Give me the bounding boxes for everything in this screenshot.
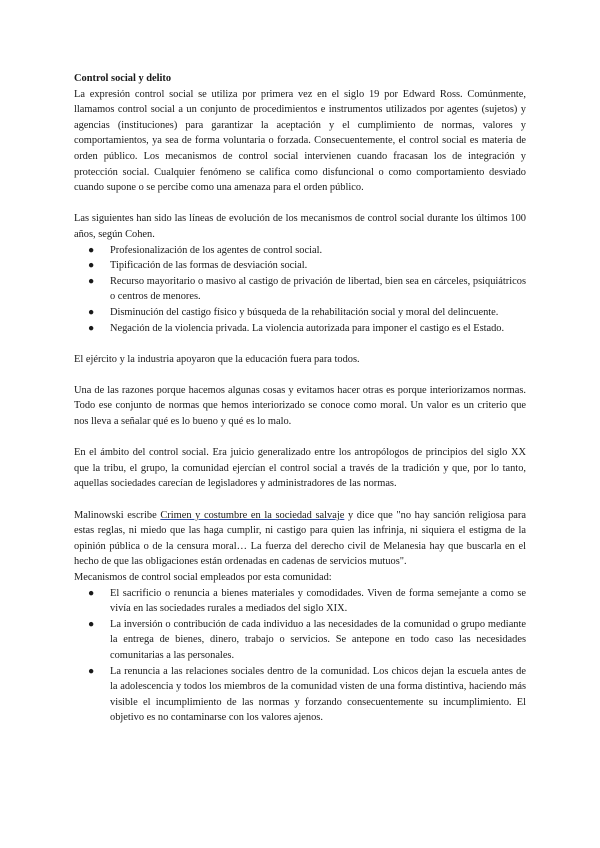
list-item: ● Negación de la violencia privada. La violencia autorizada para imponer el castigo es el Estado. — [74, 321, 526, 337]
book-title-link[interactable]: Crimen y costumbre en la sociedad salvaje — [160, 509, 345, 521]
bullet-icon: ● — [88, 618, 95, 630]
list-item: ● Tipificación de las formas de desviación social. — [74, 258, 526, 274]
list-item: ● Profesionalización de los agentes de control social. — [74, 243, 526, 259]
bullet-icon: ● — [88, 587, 95, 599]
paragraph-definition: La expresión control social se utiliza por primera vez en el siglo 19 por Edward Ross. Comúnmente, llamamos control social a un conjunto de procedimientos e instrumentos utilizados por agentes (sujetos) y agencias (instituciones) para garantizar la aceptación y el cumplimiento de normas, valores y comportamientos, ya sea de forma voluntaria o forzada. Consecuentemente, el control social es materia de orden público. Los mecanismos de control social intervienen cuando fracasan los de integración y protección social. Cualquier fenómeno se califica como disfuncional o como comportamiento desviado cuando supone o se percibe como una amenaza para el orden público. — [74, 88, 526, 194]
spacer — [74, 430, 526, 446]
paragraph-moral: Una de las razones porque hacemos algunas cosas y evitamos hacer otras es porque interiorizamos normas. Todo ese conjunto de normas que hemos interiorizado se conoce como moral. Un valor es un criterio que nos lleva a señalar qué es lo bueno y qué es lo malo. — [74, 384, 526, 428]
list-item: ● La inversión o contribución de cada individuo a las necesidades de la comunidad o grupo mediante la entrega de bienes, dinero, trabajo o servicios. Se antepone en todo caso las necesidades comunitarias a las personales. — [88, 618, 526, 661]
bullet-icon: ● — [88, 665, 95, 677]
spacer — [74, 196, 526, 212]
spacer — [74, 336, 526, 352]
paragraph-education: El ejército y la industria apoyaron que la educación fuera para todos. — [74, 353, 360, 365]
spacer — [74, 367, 526, 383]
list-item: ● El sacrificio o renuncia a bienes materiales y comodidades. Viven de forma semejante a como se vivía en las sociedades rurales a mediados del siglo XIX. — [88, 587, 526, 615]
spacer — [74, 492, 526, 508]
mechanisms-list — [74, 586, 526, 726]
bullet-icon: ● — [88, 275, 95, 287]
bullet-icon: ● — [88, 306, 95, 318]
list-item: ● La renuncia a las relaciones sociales dentro de la comunidad. Los chicos dejan la escuela antes de la adolescencia y todos los miembros de la comunidad visten de una forma distintiva, haciendo más visible el incumplimiento de las normas y forzando consecuentemente su incumplimiento. El objetivo es no contaminarse con los valores ajenos. — [88, 665, 526, 724]
cohen-list — [74, 243, 526, 337]
paragraph-malinowski: Malinowski escribe Crimen y costumbre en la sociedad salvaje y dice que "no hay sanción religiosa para estas reglas, ni miedo que las haga cumplir, ni castigo para quien las infrinja, ni siquiera el estigma de la opinión pública o de la censura moral… La fuerza del derecho civil de Melanesia hay que buscarla en el hecho de que las obligaciones están ordenadas en cadenas de servicios mutuos". — [74, 509, 526, 568]
bullet-icon: ● — [88, 244, 95, 256]
paragraph-anthropologists: En el ámbito del control social. Era juicio generalizado entre los antropólogos de principios del siglo XX que la tribu, el grupo, la comunidad ejercían el control social a través de la tradición y que, por lo tanto, aquellas sociedades carecían de legisladores y administradores de las normas. — [74, 447, 526, 490]
document-title: Control social y delito — [74, 73, 172, 84]
paragraph-cohen-intro: Las siguientes han sido las líneas de evolución de los mecanismos de control social durante los últimos 100 años, según Cohen. — [74, 213, 526, 240]
list-item: ● Disminución del castigo físico y búsqueda de la rehabilitación social y moral del delincuente. — [74, 305, 526, 321]
bullet-icon: ● — [88, 322, 95, 334]
list-item: ● Recurso mayoritario o masivo al castigo de privación de libertad, bien sea en cárceles, psiquiátricos o centros de menores. — [88, 275, 526, 303]
bullet-icon: ● — [88, 260, 95, 272]
paragraph-mechanisms-intro: Mecanismos de control social empleados por esta comunidad: — [74, 572, 332, 583]
